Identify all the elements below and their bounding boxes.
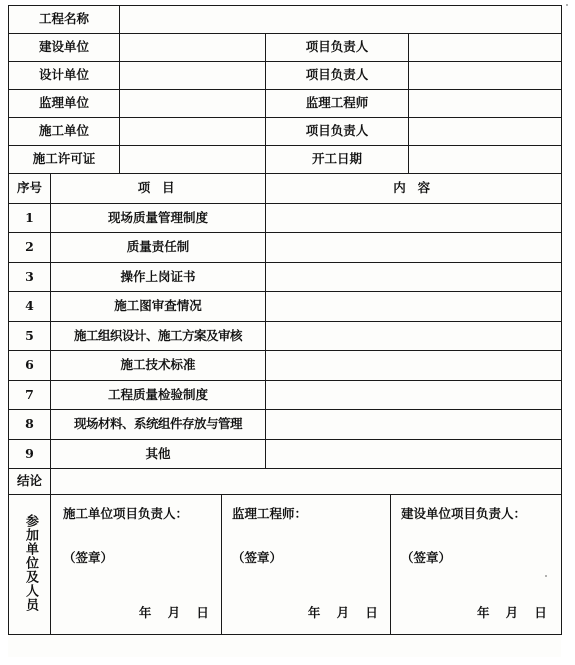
row-design-unit <box>9 62 562 90</box>
checklist-seq: 3 <box>9 262 51 292</box>
project-name-label: 工程名称 <box>9 6 120 34</box>
participants-label: 参加单位及人员 <box>22 513 38 612</box>
checklist-row <box>9 321 562 351</box>
signature-date <box>123 606 209 620</box>
construction-unit-manager-value[interactable] <box>409 34 562 62</box>
construction-unit-label: 建设单位 <box>9 34 120 62</box>
checklist-seq: 4 <box>9 292 51 322</box>
date-year: 年 <box>476 604 490 620</box>
date-day: 日 <box>534 604 548 620</box>
checklist-row <box>9 439 562 469</box>
checklist-content[interactable] <box>266 233 562 263</box>
project-name-value[interactable] <box>120 6 562 34</box>
contractor-manager-label: 项目负责人 <box>266 118 409 146</box>
checklist-item: 工程质量检验制度 <box>51 380 266 410</box>
checklist-item: 其他 <box>51 439 266 469</box>
checklist-content[interactable] <box>266 292 562 322</box>
construction-unit-value[interactable] <box>120 34 266 62</box>
quality-inspection-form <box>8 5 562 635</box>
row-project-name <box>9 6 562 34</box>
supervising-engineer-label: 监理工程师 <box>266 90 409 118</box>
scan-speck <box>545 575 547 577</box>
checklist-row <box>9 203 562 233</box>
signature-block-owner[interactable] <box>390 495 559 634</box>
supervision-unit-label: 监理单位 <box>9 90 120 118</box>
checklist-content[interactable] <box>266 321 562 351</box>
date-year: 年 <box>307 604 321 620</box>
checklist-content[interactable] <box>266 380 562 410</box>
row-supervision-unit <box>9 90 562 118</box>
signatures-cell <box>51 495 562 635</box>
checklist-content[interactable] <box>266 203 562 233</box>
seq-header: 序号 <box>9 174 51 204</box>
date-month: 月 <box>167 604 181 620</box>
checklist-seq: 1 <box>9 203 51 233</box>
checklist-seq: 6 <box>9 351 51 381</box>
start-date-value[interactable] <box>409 146 562 174</box>
checklist-content[interactable] <box>266 351 562 381</box>
checklist-row <box>9 233 562 263</box>
signature-title: 施工单位项目负责人： <box>63 506 189 521</box>
scan-speck <box>566 4 568 6</box>
checklist-item: 操作上岗证书 <box>51 262 266 292</box>
date-month: 月 <box>336 604 350 620</box>
checklist-content[interactable] <box>266 262 562 292</box>
conclusion-label: 结论 <box>9 469 51 495</box>
design-unit-manager-label: 项目负责人 <box>266 62 409 90</box>
design-unit-label: 设计单位 <box>9 62 120 90</box>
checklist-item: 质量责任制 <box>51 233 266 263</box>
checklist-row <box>9 380 562 410</box>
conclusion-value[interactable] <box>51 469 562 495</box>
checklist-row <box>9 262 562 292</box>
participants-row <box>9 495 562 635</box>
row-construction-unit <box>9 34 562 62</box>
signature-stamp: （签章） <box>63 550 114 565</box>
signature-date <box>461 606 547 620</box>
date-day: 日 <box>196 604 210 620</box>
supervision-unit-value[interactable] <box>120 90 266 118</box>
checklist-item: 施工组织设计、施工方案及审核 <box>51 321 266 351</box>
row-permit <box>9 146 562 174</box>
content-header: 内 容 <box>266 174 562 204</box>
permit-value[interactable] <box>120 146 266 174</box>
signature-date <box>292 606 378 620</box>
signature-stamp: （签章） <box>401 550 452 565</box>
checklist-seq: 8 <box>9 410 51 440</box>
start-date-label: 开工日期 <box>266 146 409 174</box>
checklist-content[interactable] <box>266 410 562 440</box>
checklist-seq: 9 <box>9 439 51 469</box>
signature-stamp: （签章） <box>232 550 283 565</box>
checklist-row <box>9 410 562 440</box>
supervising-engineer-value[interactable] <box>409 90 562 118</box>
construction-unit-manager-label: 项目负责人 <box>266 34 409 62</box>
signature-block-supervisor[interactable] <box>221 495 390 634</box>
date-day: 日 <box>365 604 379 620</box>
signature-title: 建设单位项目负责人： <box>401 506 527 521</box>
contractor-manager-value[interactable] <box>409 118 562 146</box>
item-header: 项 目 <box>51 174 266 204</box>
checklist-seq: 5 <box>9 321 51 351</box>
permit-label: 施工许可证 <box>9 146 120 174</box>
signature-block-contractor[interactable] <box>53 495 221 634</box>
checklist-row <box>9 351 562 381</box>
design-unit-value[interactable] <box>120 62 266 90</box>
signature-title: 监理工程师： <box>232 506 308 521</box>
date-year: 年 <box>138 604 152 620</box>
row-contractor-unit <box>9 118 562 146</box>
checklist-item: 现场材料、系统组件存放与管理 <box>51 410 266 440</box>
checklist-item: 施工技术标准 <box>51 351 266 381</box>
contractor-unit-label: 施工单位 <box>9 118 120 146</box>
checklist-item: 现场质量管理制度 <box>51 203 266 233</box>
contractor-unit-value[interactable] <box>120 118 266 146</box>
checklist-header-row <box>9 174 562 204</box>
checklist-seq: 2 <box>9 233 51 263</box>
signature-columns <box>53 495 559 634</box>
participants-label-cell <box>9 495 51 635</box>
checklist-row <box>9 292 562 322</box>
checklist-seq: 7 <box>9 380 51 410</box>
conclusion-row <box>9 469 562 495</box>
design-unit-manager-value[interactable] <box>409 62 562 90</box>
inspection-form-sheet <box>8 5 561 657</box>
date-month: 月 <box>505 604 519 620</box>
checklist-item: 施工图审查情况 <box>51 292 266 322</box>
checklist-content[interactable] <box>266 439 562 469</box>
